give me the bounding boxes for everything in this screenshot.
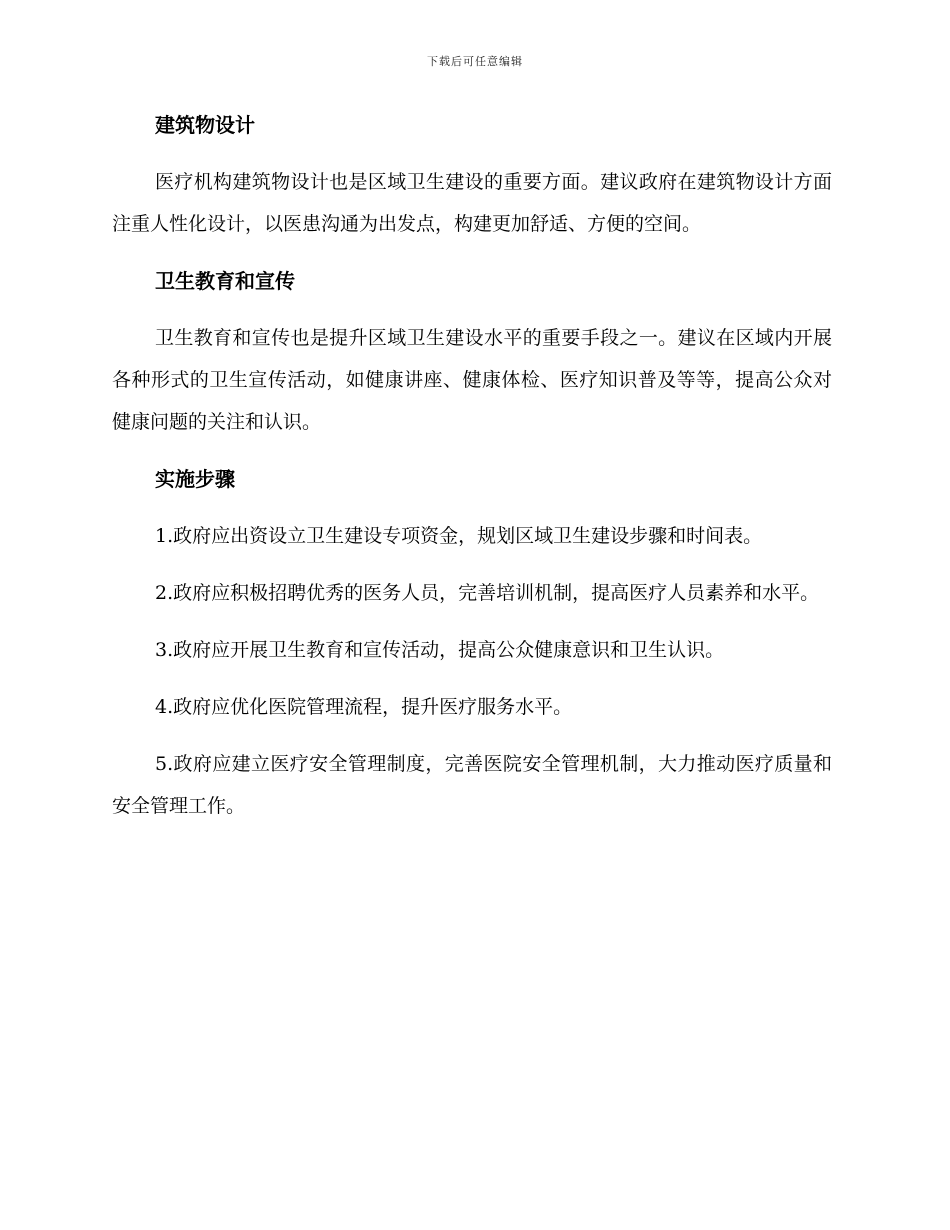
section-implementation-steps: [112, 458, 832, 827]
document-body: [112, 104, 832, 842]
step-item: 1.政府应出资设立卫生建设专项资金，规划区域卫生建设步骤和时间表。: [155, 525, 763, 547]
section-heading: 实施步骤: [155, 467, 235, 491]
step-item: 4.政府应优化医院管理流程，提升医疗服务水平。: [155, 696, 573, 718]
paragraph: 卫生教育和宣传也是提升区域卫生建设水平的重要手段之一。建议在区域内开展各种形式的卫生宣传活动，如健康讲座、健康体检、医疗知识普及等等，提高公众对健康问题的关注和认识。: [112, 327, 832, 433]
page-header-note: 下载后可任意编辑: [427, 55, 523, 68]
section-heading: 卫生教育和宣传: [155, 269, 295, 293]
step-item: 5.政府应建立医疗安全管理制度，完善医院安全管理机制，大力推动医疗质量和安全管理工作。: [112, 753, 832, 817]
section-health-education: [112, 260, 832, 443]
section-building-design: [112, 104, 832, 245]
step-item: 3.政府应开展卫生教育和宣传活动，提高公众健康意识和卫生认识。: [155, 639, 725, 661]
paragraph: 医疗机构建筑物设计也是区域卫生建设的重要方面。建议政府在建筑物设计方面注重人性化设计，以医患沟通为出发点，构建更加舒适、方便的空间。: [112, 171, 832, 235]
section-heading: 建筑物设计: [155, 113, 255, 137]
step-item: 2.政府应积极招聘优秀的医务人员，完善培训机制，提高医疗人员素养和水平。: [155, 582, 820, 604]
